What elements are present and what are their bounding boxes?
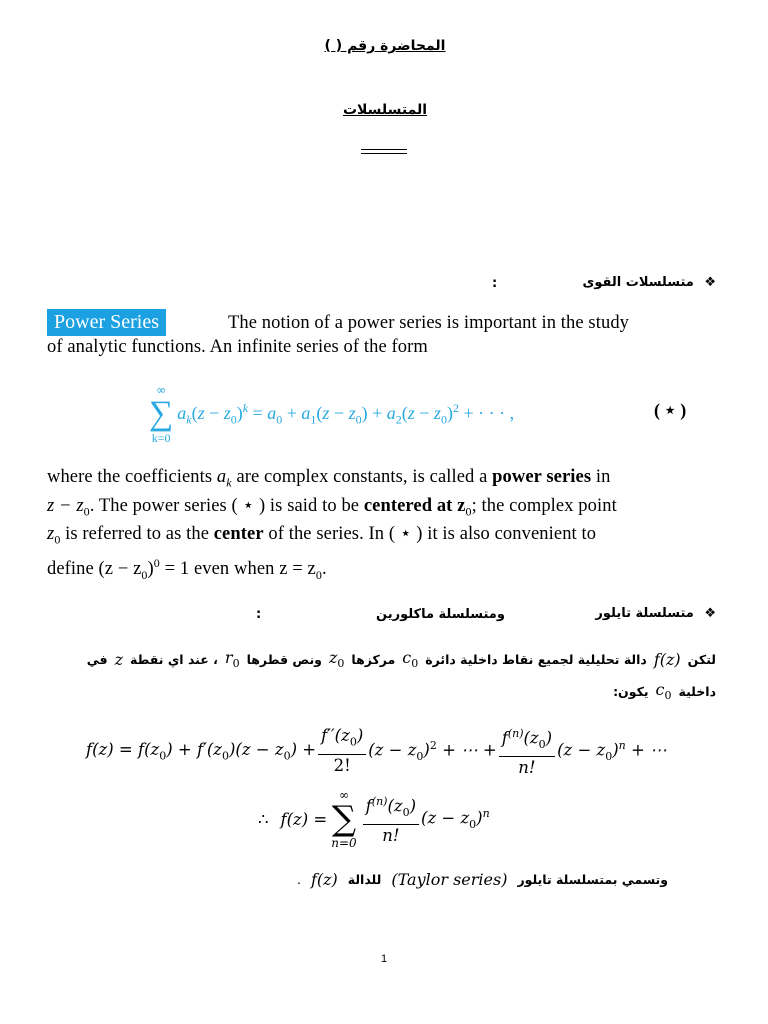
power-series-heading bbox=[582, 275, 716, 290]
lecture-title: المحاضرة رقم ( ) bbox=[324, 38, 446, 54]
intro-line-2: of analytic functions. An infinite series of the form bbox=[47, 337, 428, 357]
summation-symbol: ∞ ∑ k=0 bbox=[149, 383, 174, 445]
title-divider bbox=[361, 149, 407, 154]
intro-line-1: The notion of a power series is important in the study bbox=[228, 313, 630, 333]
definition-line-1: where the coefficients $a_k$ are complex constants, is called a power series in bbox=[47, 467, 611, 490]
summation-symbol: ∞ ∑ n=0 bbox=[331, 788, 357, 850]
taylor-closing-line: وتسمي بمتسلسلة تايلور (Taylor series) للدالة f(z) . bbox=[296, 870, 668, 889]
taylor-expansion-equation: $f(z) = f(z_0) + f'(z_0)(z - z_0)$ + $\frac{f''(z_0)}{2!}$ $(z - z_0)^2$ + ⋯ + $\frac{f^{(n)}(z_0)}{n!}$ $(z - z_0)^n$ + ⋯ bbox=[86, 724, 667, 778]
heading-colon: : bbox=[492, 276, 498, 291]
power-series-badge: Power Series bbox=[47, 309, 166, 336]
taylor-heading-text: متسلسلة تايلور bbox=[595, 606, 694, 621]
page-number: 1 bbox=[380, 953, 388, 965]
taylor-heading-colon: : bbox=[256, 607, 262, 622]
equation-label: ( ⋆ ) bbox=[654, 400, 687, 420]
section-title: المتسلسلات bbox=[342, 102, 428, 118]
taylor-series-sum-equation: ∴ f(z) = ∞ ∑ n=0 $\frac{f^{(n)}(z_0)}{n!}$ $(z - z_0)^n$ bbox=[258, 788, 490, 850]
heading-text: متسلسلات القوى bbox=[582, 275, 694, 290]
definition-line-4: define $(z - z_0)^0 = 1$ even when $z = z_0$. bbox=[47, 556, 327, 582]
diamond-bullet-icon: ❖ bbox=[704, 606, 716, 621]
definition-line-2: $z - z_0$. The power series ( ⋆ ) is said to be centered at $z_0$; the complex point bbox=[47, 495, 617, 519]
taylor-intro-line-2: داخلية $c_0$ يكون: bbox=[613, 680, 716, 703]
definition-paragraph bbox=[47, 466, 688, 587]
definition-line-3: $z_0$ is referred to as the center of the series. In ( ⋆ ) it is also convenient to bbox=[47, 524, 597, 548]
maclaurin-heading-text: ومتسلسلة ماكلورين bbox=[376, 607, 505, 622]
diamond-bullet-icon: ❖ bbox=[704, 275, 716, 290]
taylor-intro-line-1: لتكن f(z) دالة تحليلية لجميع نقاط داخلية دائرة $c_0$ مركزها $z_0$ ونص قطرها $r_0$ ، عند اي نقطة z في bbox=[86, 648, 716, 671]
taylor-heading bbox=[595, 606, 716, 621]
power-series-equation: ∞ ∑ k=0 $a_k(z - z_0)^k = a_0 + a_1(z - z_0) + a_2(z - z_0)^2$ + · · · , bbox=[149, 383, 515, 445]
